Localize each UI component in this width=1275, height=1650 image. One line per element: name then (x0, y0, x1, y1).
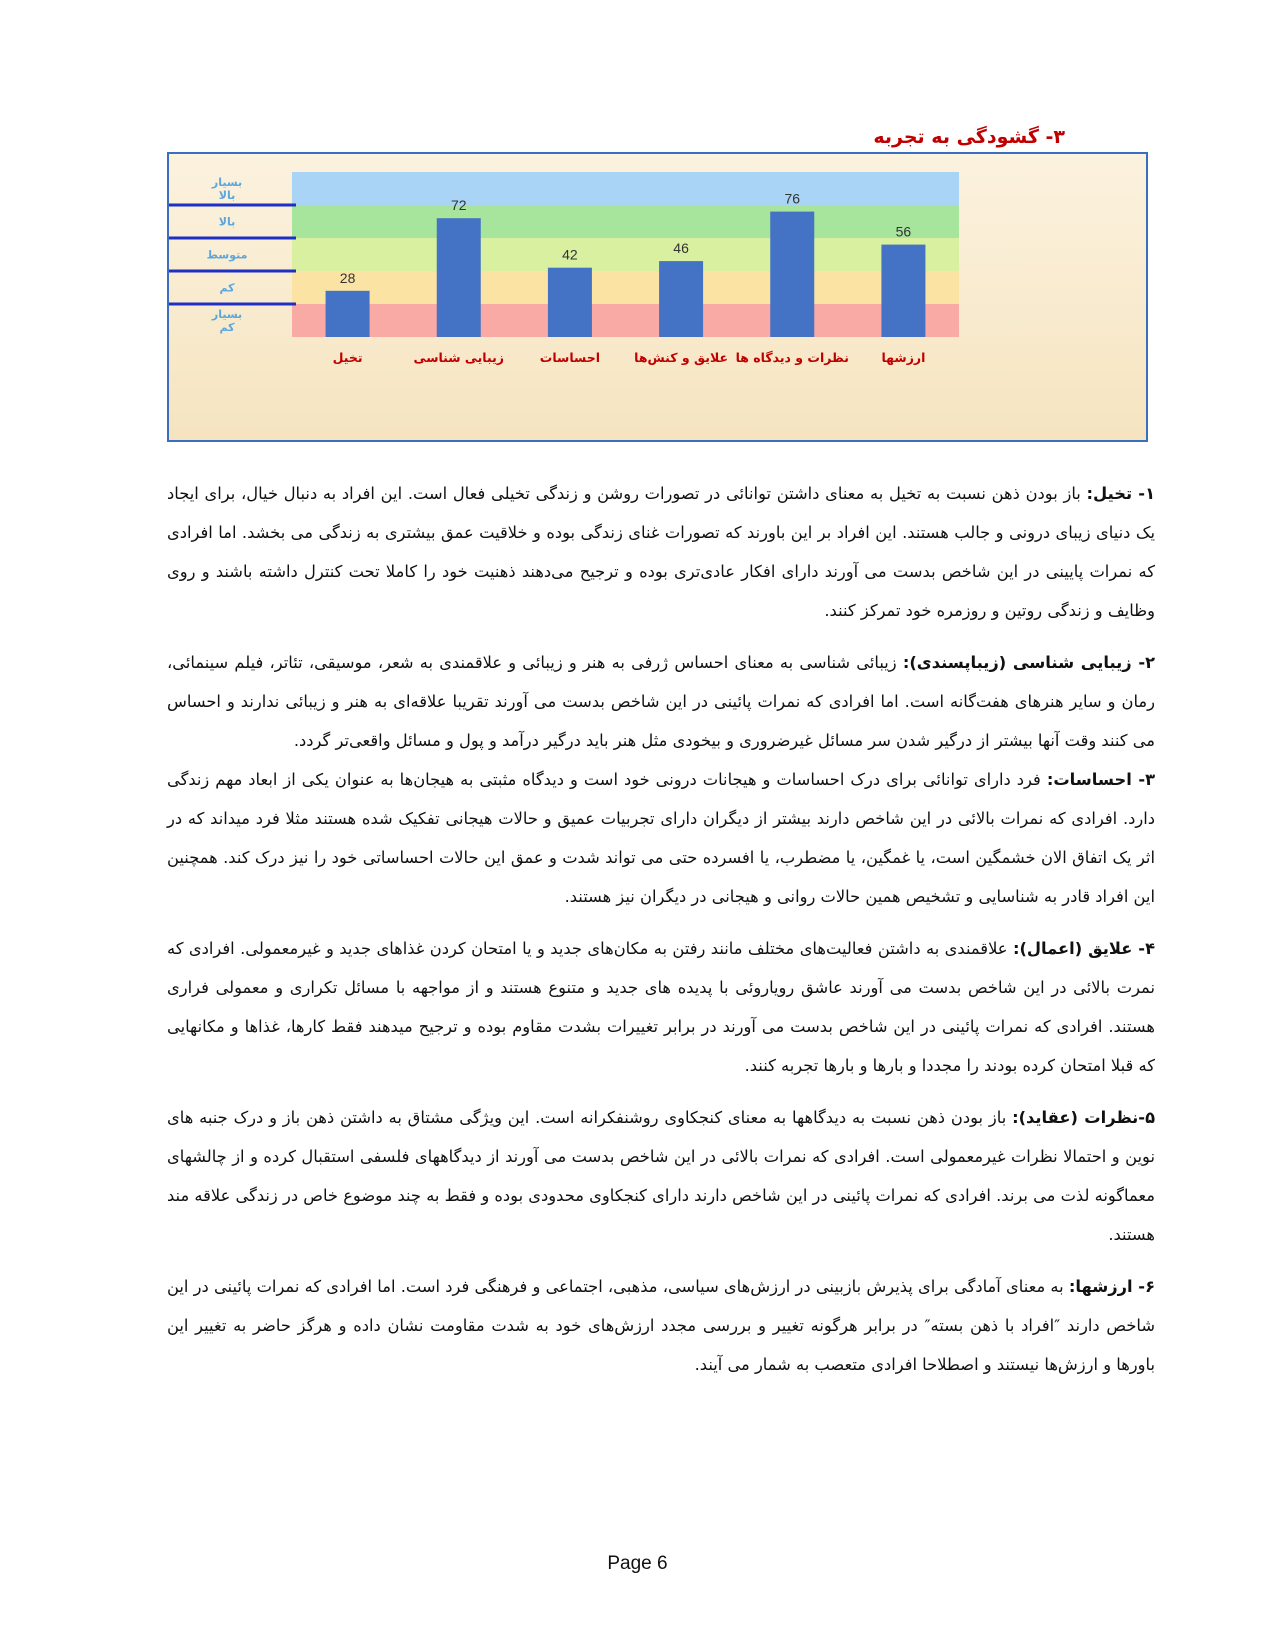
data-label-0: 28 (339, 269, 356, 286)
paragraph-heading: ۵-نظرات (عقاید): (1012, 1108, 1155, 1127)
paragraph-body: زیبائی شناسی به معنای احساس ژرفی به هنر و زیبائی و علاقمندی به شعر، موسیقی، تئاتر، فیلم سینمائی، رمان و سایر هنرهای هفت‌گانه است. اما افرادی که نمرات پائینی در این شاخص بدست می آورند تقریبا علاقه‌ای به هنر و زیبائی ندارند و احساس می کنند وقت آنها بیشتر از درگیر شدن سر مسائل غیرضروری و بیخودی مثل هنر باید درگیر درآمد و پول و مسائل واقعی‌تر گردد. (167, 653, 1155, 750)
paragraph-body: علاقمندی به داشتن فعالیت‌های مختلف مانند رفتن به مکان‌های جدید و یا امتحان کردن غذاهای جدید و غیرمعمولی. افرادی که نمرت بالائی در این شاخص بدست می آورند عاشق رویاروئی با پدیده های جدید و متنوع هستند و از مواجهه با مسائل تکراری و معمولی فراری هستند. افرادی که نمرات پائینی در این شاخص بدست می آورند در برابر تغییرات بشدت مقاوم بوده و ترجیح میدهند فقط کارها، غذاها و مکانهایی که قبلا امتحان کرده بودند را مجددا و بارها و بارها تجربه کنند. (167, 939, 1155, 1075)
paragraph-values (167, 1267, 1155, 1384)
paragraph-heading: ۲- زیبایی شناسی (زیباپسندی): (902, 653, 1156, 672)
chart-bar-5 (881, 245, 925, 337)
band-label-0: بسیار (211, 176, 243, 189)
paragraph-feelings (167, 760, 1155, 916)
paragraph-heading: ۳- احساسات: (1046, 770, 1156, 789)
band-label-4: کم (219, 321, 235, 334)
chart-bar-1 (437, 218, 481, 337)
chart-bar-2 (548, 268, 592, 337)
category-label-4: نظرات و دیدگاه ها (735, 350, 849, 365)
paragraph-heading: ۴- علایق (اعمال): (1012, 939, 1155, 958)
data-label-2: 42 (562, 246, 578, 263)
data-label-5: 56 (895, 223, 912, 240)
chart-band-3 (292, 271, 959, 304)
band-label-4: بسیار (211, 308, 243, 321)
section-title: ۳- گشودگی به تجربه (873, 126, 1065, 148)
data-label-1: 72 (450, 197, 467, 214)
paragraph-ideas (167, 1098, 1155, 1254)
category-label-2: احساسات (539, 350, 601, 365)
chart-bar-4 (770, 212, 814, 337)
chart-bar-0 (326, 291, 370, 337)
paragraph-body: فرد دارای توانائی برای درک احساسات و هیجانات درونی خود است و دیدگاه مثبتی به هیجان‌ها به عنوان یکی از ابعاد مهم زندگی دارد. افرادی که نمرات بالائی در این شاخص دارند بیشتر از دیگران دارای تجربیات عمیق و حالات هیجانی تفکیک شده هستند مثلا فرد میداند که در اثر یک اتفاق الان خشمگین است، یا غمگین، یا مضطرب، یا افسرده حتی می تواند شدت و عمق این حالات احساساتی خود را نیز درک کند. همچنین این افراد قادر به شناسایی و تشخیص همین حالات روانی و هیجانی در دیگران نیز هستند. (167, 770, 1155, 906)
chart-frame (167, 152, 1148, 442)
paragraph-aesthetics (167, 643, 1155, 760)
chart-band-0 (292, 172, 959, 205)
band-label-0: بالا (218, 189, 236, 202)
chart-bar-3 (659, 261, 703, 337)
category-label-3: علایق و کنش‌ها (634, 350, 729, 365)
paragraph-heading: ۶- ارزشها: (1068, 1277, 1155, 1296)
paragraph-heading: ۱- تخیل: (1086, 484, 1155, 503)
data-label-3: 46 (673, 240, 689, 257)
page-number: Page 6 (607, 1553, 668, 1574)
paragraph-actions (167, 929, 1155, 1085)
paragraph-body: باز بودن ذهن نسبت به تخیل به معنای داشتن توانائی در تصورات روشن و زندگی تخیلی فعال است. این افراد به دنبال خیال، برای ایجاد یک دنیای زیبای درونی و جالب هستند. این افراد بر این باورند که تصورات غنای زندگی بوده و خلاقیت عمق بیشتری به زندگی می بخشد. اما افرادی که نمرات پایینی در این شاخص بدست می آورند دارای افکار عادی‌تری بوده و ترجیح می‌دهند ذهنیت خود را کاملا تحت کنترل داشته باشند و روی وظایف و زندگی روتین و روزمره خود تمرکز کنند. (167, 484, 1155, 620)
category-label-0: تخیل (332, 350, 363, 365)
category-label-5: ارزشها (881, 350, 926, 365)
chart-band-2 (292, 238, 959, 271)
category-label-1: زیبایی شناسی (413, 350, 504, 365)
paragraph-body: باز بودن ذهن نسبت به دیدگاهها به معنای کنجکاوی روشنفکرانه است. این ویژگی مشتاق به داشتن ذهن باز و درک جنبه های نوین و احتمالا نظرات غیرمعمولی است. افرادی که نمرات بالائی در این شاخص بدست می آورند از دیدگاههای فلسفی استقبال کرده و از چالشهای معماگونه لذت می برند. افرادی که نمرات پائینی در این شاخص دارند دارای کنجکاوی محدودی بوده و فقط به چند موضوع خاص در زندگی علاقه مند هستند. (167, 1108, 1155, 1244)
data-label-4: 76 (784, 190, 801, 207)
band-label-2: متوسط (206, 248, 248, 262)
bar-chart (169, 154, 1146, 440)
body-text (167, 474, 1155, 1384)
paragraph-imagination (167, 474, 1155, 630)
paragraph-body: به معنای آمادگی برای پذیرش بازبینی در ارزش‌های سیاسی، مذهبی، اجتماعی و فرهنگی فرد است. اما افرادی که نمرات پائینی در این شاخص دارند ″افراد با ذهن بسته″ در برابر هرگونه تغییر و بررسی مجدد ارزش‌های خود به شدت مقاومت نشان داده و هرگز حاضر به تغییر این باورها و ارزش‌ها نیستند و اصطلاحا افرادی متعصب به شمار می آیند. (167, 1277, 1155, 1374)
chart-band-4 (292, 304, 959, 337)
chart-band-1 (292, 205, 959, 238)
band-label-1: بالا (218, 215, 236, 229)
band-label-3: کم (219, 281, 235, 295)
